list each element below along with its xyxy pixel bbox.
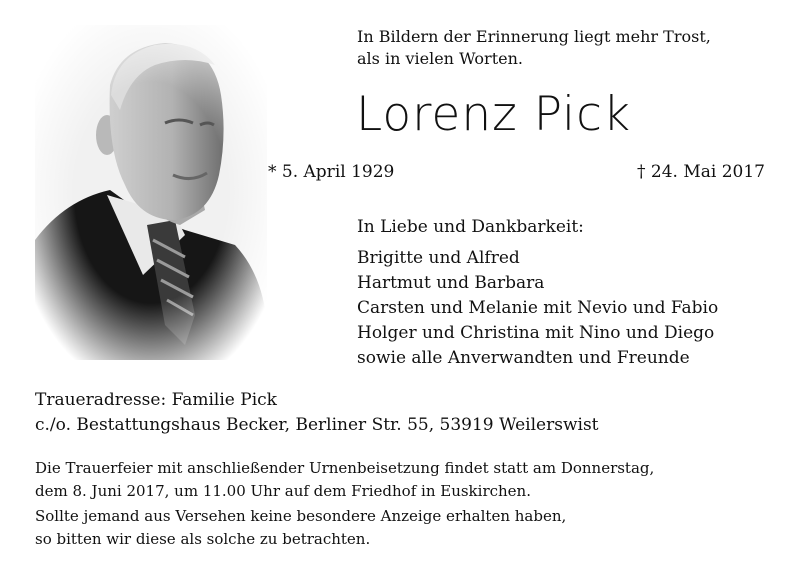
notice-line: Die Trauerfeier mit anschließender Urnenbeisetzung findet statt am Donnerstag, [35,459,655,477]
address-line: Traueradresse: Familie Pick [35,390,277,410]
notice-line: Sollte jemand aus Versehen keine besondere Anzeige erhalten haben, [35,507,567,525]
birth-date: * 5. April 1929 [268,162,395,182]
death-date: † 24. Mai 2017 [637,162,765,182]
mourner-entry: Carsten und Melanie mit Nevio und Fabio [357,298,719,318]
mourning-address [35,388,599,438]
notice-line: dem 8. Juni 2017, um 11.00 Uhr auf dem Friedhof in Euskirchen. [35,482,531,500]
mourner-entry: sowie alle Anverwandten und Freunde [357,348,690,368]
memorial-quote [357,26,711,70]
mourner-entry: Holger und Christina mit Nino und Diego [357,323,715,343]
mourners-list [357,215,718,371]
quote-line: In Bildern der Erinnerung liegt mehr Trost, [357,27,711,46]
mourner-entry: Hartmut und Barbara [357,273,545,293]
mourners-lead: In Liebe und Dankbarkeit: [357,217,584,237]
funeral-notice [35,457,654,551]
mourner-entry: Brigitte und Alfred [357,248,520,268]
deceased-name: Lorenz Pick [356,87,632,142]
address-line: c./o. Bestattungshaus Becker, Berliner Str. 55, 53919 Weilerswist [35,415,599,435]
portrait-illustration [35,25,267,360]
portrait-photo [35,25,267,360]
quote-line: als in vielen Worten. [357,49,523,68]
notice-line: so bitten wir diese als solche zu betrachten. [35,530,371,548]
